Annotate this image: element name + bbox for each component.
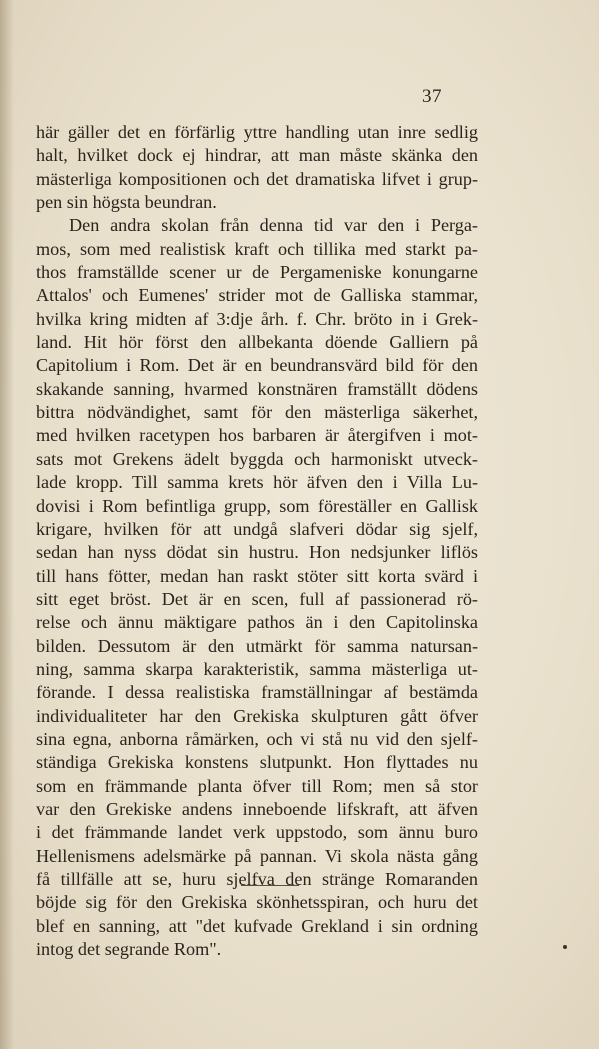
ink-speck (563, 945, 567, 949)
text-line: skakande sanning, hvarmed konstnären framställt dödens (36, 378, 478, 399)
text-line: sats mot Grekens ädelt byggda och harmoniskt utveck- (36, 448, 478, 469)
text-line: blef en sanning, att "det kufvade Grekland i sin ordning (36, 915, 478, 936)
text-line: thos framställde scener ur de Pergameniske konungarne (36, 262, 478, 283)
text-line: individualiteter har den Grekiska skulpturen gått öfver (36, 705, 478, 726)
text-line: här gäller det en förfärlig yttre handling utan inre sedlig (36, 122, 478, 142)
text-line: med hvilken racetypen hos barbaren är återgifven i mot- (36, 425, 478, 446)
text-line: krigare, hvilken för att undgå slafveri dödar sig sjelf, (36, 518, 478, 539)
text-line: mästerliga kompositionen och det dramatiska lifvet i grup- (36, 168, 478, 189)
text-line: få tillfälle att se, huru sjelfva den stränge Romaranden (36, 869, 478, 889)
text-line: ning, samma skarpa karakteristik, samma mästerliga ut- (36, 658, 478, 679)
text-line: sedan han nyss dödat sin hustru. Hon nedsjunker liflös (36, 542, 478, 563)
text-line: sitt eget bröst. Det är en scen, full af passionerad rö- (36, 588, 478, 609)
section-end-rule (241, 885, 299, 886)
text-line: intog det segrande Rom". (36, 939, 222, 960)
text-line: hvilka kring midten af 3:dje årh. f. Chr. bröto in i Grek- (36, 308, 478, 329)
text-line: ständiga Grekiska konstens slutpunkt. Hon flyttades nu (36, 752, 478, 773)
text-line: mos, som med realistisk kraft och tillika med starkt pa- (36, 238, 478, 259)
text-line: böjde sig för den Grekiska skönhetsspiran, och huru det (36, 892, 478, 913)
text-line: förande. I dessa realistiska framställningar af bestämda (36, 682, 478, 703)
text-line: Hellenismens adelsmärke på pannan. Vi skola nästa gång (36, 845, 478, 866)
text-line: Attalos' och Eumenes' strider mot de Galliska stammar, (36, 285, 478, 306)
text-line: Capitolium i Rom. Det är en beundransvärd bild för den (36, 355, 478, 376)
page-number: 37 (422, 86, 442, 107)
text-line: dovisi i Rom befintliga grupp, som föreställer en Gallisk (36, 495, 478, 516)
text-line: Den andra skolan från denna tid var den i Perga- (69, 215, 478, 236)
body-text (36, 121, 478, 961)
text-line: land. Hit hör först den allbekanta döende Galliern på (36, 332, 478, 353)
text-line: i det främmande landet verk uppstodo, som ännu buro (36, 822, 478, 843)
text-line: pen sin högsta beundran. (36, 192, 217, 213)
text-line: relse och ännu mäktigare pathos än i den Capitolinska (36, 612, 478, 633)
text-line: lade kropp. Till samma krets hör äfven den i Villa Lu- (36, 472, 478, 493)
text-line: bittra nödvändighet, samt för den mästerliga säkerhet, (36, 402, 478, 423)
text-line: som en främmande planta öfver till Rom; men så stor (36, 775, 478, 796)
text-line: sina egna, anborna råmärken, och vi stå nu vid den sjelf- (36, 728, 478, 749)
text-line: var den Grekiske andens inneboende lifskraft, att äfven (36, 798, 478, 819)
text-line: halt, hvilket dock ej hindrar, att man måste skänka den (36, 145, 478, 166)
binding-shadow (0, 0, 14, 1049)
text-line: till hans fötter, medan han raskt stöter sitt korta svärd i (36, 565, 478, 586)
text-line: bilden. Dessutom är den utmärkt för samma natursan- (36, 635, 478, 656)
